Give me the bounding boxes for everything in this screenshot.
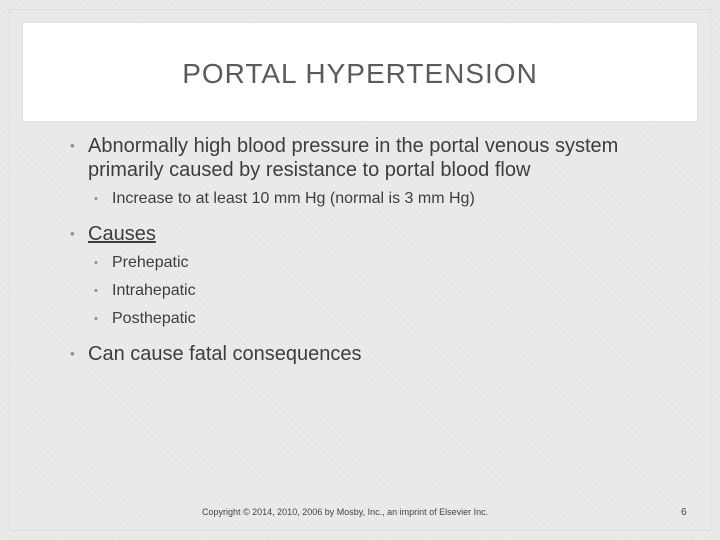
bullet-abnormal-pressure — [70, 134, 670, 182]
page-number: 6 — [681, 507, 687, 518]
sub-bullet-prehepatic — [70, 252, 670, 274]
bullet-text: Abnormally high blood pressure in the portal venous system primarily caused by resistance to portal blood flow — [88, 135, 619, 181]
bullet-icon: • — [94, 257, 98, 269]
sub-bullet-text: Intrahepatic — [112, 282, 196, 299]
bullet-text: Can cause fatal consequences — [88, 343, 362, 365]
bullet-icon: • — [70, 226, 75, 241]
bullet-icon: • — [94, 193, 98, 205]
bullet-icon: • — [94, 313, 98, 325]
sub-bullet-text: Posthepatic — [112, 310, 196, 327]
bullet-icon: • — [94, 285, 98, 297]
causes-link[interactable]: Causes — [88, 223, 156, 245]
bullet-fatal-consequences — [70, 342, 670, 366]
sub-bullet-threshold — [70, 188, 670, 210]
bullet-causes — [70, 222, 670, 246]
title-box — [22, 22, 698, 122]
bullet-icon: • — [70, 346, 75, 361]
slide-body — [70, 134, 670, 372]
sub-bullet-text: Prehepatic — [112, 254, 189, 271]
sub-bullet-posthepatic — [70, 308, 670, 330]
sub-bullet-text: Increase to at least 10 mm Hg (normal is 3 mm Hg) — [112, 190, 475, 207]
sub-bullet-intrahepatic — [70, 280, 670, 302]
bullet-icon: • — [70, 138, 75, 153]
slide-title: PORTAL HYPERTENSION — [182, 58, 538, 89]
copyright-footer: Copyright © 2014, 2010, 2006 by Mosby, Inc., an imprint of Elsevier Inc. — [202, 507, 489, 517]
